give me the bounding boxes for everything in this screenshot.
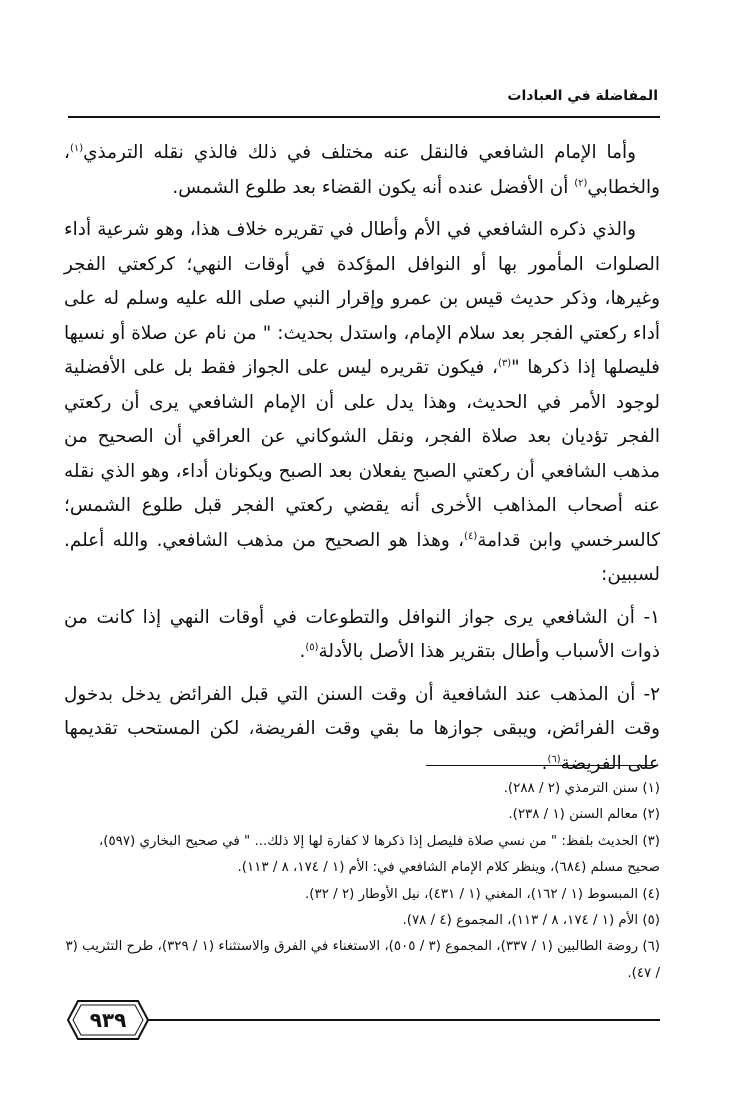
footnote-4: (٤) المبسوط (١ / ١٦٢)، المغني (١ / ٤٣١)، نيل الأوطار (٢ / ٣٢). (305, 886, 660, 902)
list-item-1-end: . (299, 641, 306, 662)
page-number-badge (66, 999, 150, 1041)
footnote-5: (٥) الأم (١ / ١٧٤، ٨ / ١١٣)، المجموع (٤ / ٧٨). (402, 913, 660, 929)
footnote-ref-1: (١) (69, 142, 84, 154)
paragraph-2-text-b: ، فيكون تقريره ليس على الجواز فقط بل على الأفضلية لوجود الأمر في الحديث، وهذا يدل على أن الإمام الشافعي يرى أن ركعتي الفجر تؤديان بعد صلاة الفجر، ونقل الشوكاني عن العراقي أن الصحيح من مذهب الشافعي أن ركعتي الصبح يفعلان بعد الصبح ويكونان أداء، وهو الذي نقله عنه أصحاب المذاهب الأخرى أنه يقضي ركعتي الفجر قبل طلوع الشمس؛ كالسرخسي وابن قدامة (64, 357, 660, 551)
main-text (64, 136, 660, 781)
header-rule (68, 116, 660, 118)
footnote-3: (٣) الحديث بلفظ: " من نسي صلاة فليصل إذا ذكرها لا كفارة لها إلا ذلك... " في صحيح البخاري (٥٩٧)، صحيح مسلم (٦٨٤)، وينظر كلام الإمام الشافعي في: الأم (١ / ١٧٤، ٨ / ١١٣). (98, 833, 660, 876)
footnote-2: (٢) معالم السنن (١ / ٢٣٨). (508, 807, 660, 823)
footnote-separator (426, 765, 658, 766)
footer-rule (120, 1019, 660, 1021)
list-item-2-text: ٢- أن المذهب عند الشافعية أن وقت السنن التي قبل الفرائض يدخل بدخول وقت الفرائض، ويبقى جوازها ما بقي وقت الفريضة، لكن المستحب تقديمها على الفريضة (64, 683, 660, 774)
footnote-ref-4: (٤) (464, 530, 478, 542)
paragraph-1-text-a: وأما الإمام الشافعي فالنقل عنه مختلف في ذلك فالذي نقله الترمذي (83, 142, 636, 163)
footnote-ref-5: (٥) (305, 641, 319, 653)
paragraph-1 (64, 136, 660, 205)
footnote-ref-3: (٣) (497, 357, 512, 369)
list-item-1 (64, 601, 660, 670)
paragraph-2 (64, 213, 660, 593)
footnote-1: (١) سنن الترمذي (٢ / ٢٨٨). (503, 781, 660, 796)
running-header: المفاضلة في العبادات (507, 88, 658, 104)
paragraph-2-text-c: ، وهذا هو الصحيح من مذهب الشافعي. والله أعلم. لسببين: (64, 529, 660, 585)
footnote-ref-6: (٦) (547, 753, 561, 765)
footnote-ref-2: (٢) (574, 177, 588, 189)
footnote-6: (٦) روضة الطالبين (١ / ٣٣٧)، المجموع (٣ / ٥٠٥)، الاستغناء في الفرق والاستثناء (١ / ٣٢٩)، طرح التثريب (٣ / ٤٧). (65, 939, 660, 981)
paragraph-1-text-b: ، والخطابي (64, 142, 660, 198)
list-item-1-text: ١- أن الشافعي يرى جواز النوافل والتطوعات في أوقات النهي إذا كانت من ذوات الأسباب وأطال بتقرير هذا الأصل بالأدلة (64, 606, 660, 662)
footnotes (64, 776, 660, 987)
page-number: ٩٣٩ (89, 1008, 127, 1032)
paragraph-2-text-a: والذي ذكره الشافعي في الأم وأطال في تقريره خلاف هذا، وهو شرعية أداء الصلوات المأمور بها أو النوافل المؤكدة في أوقات النهي؛ كركعتي الفجر وغيرها، وذكر حديث قيس بن عمرو وإقرار النبي صلى الله عليه وسلم له على أداء ركعتي الفجر بعد سلام الإمام، واستدل بحديث: " من نام عن صلاة أو نسيها فليصلها إذا ذكرها " (64, 219, 660, 378)
list-item-2-end: . (541, 752, 548, 774)
paragraph-1-text-c: أن الأفضل عنده أنه يكون القضاء بعد طلوع الشمس. (172, 176, 575, 198)
